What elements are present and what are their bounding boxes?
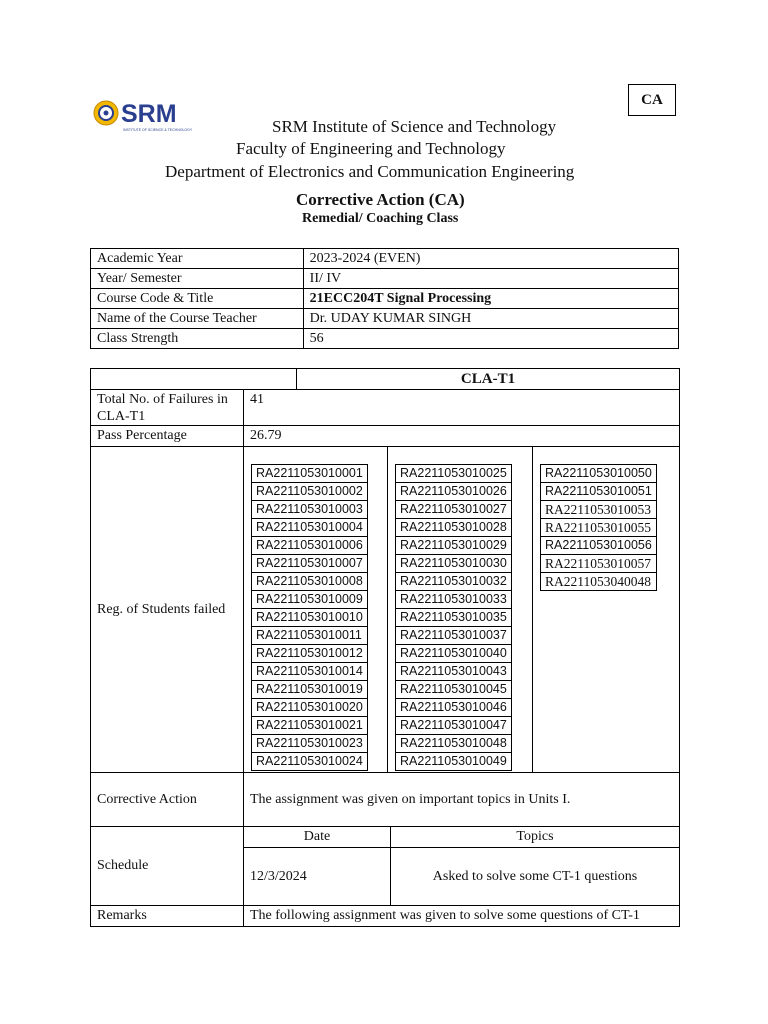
list-item: RA2211053010019 xyxy=(252,681,368,699)
list-item: RA2211053010024 xyxy=(252,753,368,771)
info-label: Name of the Course Teacher xyxy=(91,309,304,329)
list-item: RA2211053010027 xyxy=(396,501,512,519)
list-item: RA2211053010002 xyxy=(252,483,368,501)
list-item: RA2211053010012 xyxy=(252,645,368,663)
institute-name: SRM Institute of Science and Technology xyxy=(272,117,557,136)
list-item: RA2211053010014 xyxy=(252,663,368,681)
list-item: RA2211053010029 xyxy=(396,537,512,555)
list-item: RA2211053010025 xyxy=(396,465,512,483)
list-item: RA2211053010021 xyxy=(252,717,368,735)
info-label: Academic Year xyxy=(91,249,304,269)
logo-tagline: INSTITUTE OF SCIENCE & TECHNOLOGY xyxy=(123,128,192,132)
info-row-academic-year xyxy=(91,249,679,269)
student-list-2 xyxy=(395,464,512,771)
schedule-date-value: 12/3/2024 xyxy=(244,848,391,906)
info-value: II/ IV xyxy=(303,269,678,289)
info-value: Dr. UDAY KUMAR SINGH xyxy=(303,309,678,329)
pass-percentage-value: 26.79 xyxy=(244,426,680,447)
list-item: RA2211053010033 xyxy=(396,591,512,609)
failures-value: 41 xyxy=(244,390,680,426)
info-value: 56 xyxy=(303,329,678,349)
corrective-action-label: Corrective Action xyxy=(91,773,244,827)
list-item: RA2211053010003 xyxy=(252,501,368,519)
list-item: RA2211053010006 xyxy=(252,537,368,555)
pass-percentage-label: Pass Percentage xyxy=(91,426,244,447)
list-item: RA2211053010008 xyxy=(252,573,368,591)
list-item: RA2211053010057 xyxy=(541,555,657,573)
remarks-value: The following assignment was given to solve some questions of CT-1 xyxy=(244,906,680,927)
list-item: RA2211053010056 xyxy=(541,537,657,555)
schedule-date-header: Date xyxy=(244,827,391,848)
schedule-topics-header: Topics xyxy=(391,827,680,848)
student-column-3 xyxy=(533,447,679,772)
list-item: RA2211053010047 xyxy=(396,717,512,735)
list-item: RA2211053010001 xyxy=(252,465,368,483)
list-item: RA2211053010004 xyxy=(252,519,368,537)
info-row-class-strength xyxy=(91,329,679,349)
list-item: RA2211053010010 xyxy=(252,609,368,627)
list-item: RA2211053010037 xyxy=(396,627,512,645)
remarks-label: Remarks xyxy=(91,906,244,927)
schedule-topics-value: Asked to solve some CT-1 questions xyxy=(391,848,680,906)
cla-t1-table xyxy=(90,368,680,927)
list-item: RA2211053010050 xyxy=(541,465,657,483)
info-row-teacher xyxy=(91,309,679,329)
list-item: RA2211053010048 xyxy=(396,735,512,753)
list-item: RA2211053010020 xyxy=(252,699,368,717)
logo-wordmark: SRM xyxy=(121,100,177,128)
faculty-name: Faculty of Engineering and Technology xyxy=(236,139,506,158)
info-label: Year/ Semester xyxy=(91,269,304,289)
student-list-1 xyxy=(251,464,368,771)
list-item: RA2211053010049 xyxy=(396,753,512,771)
schedule-label: Schedule xyxy=(91,827,244,906)
list-item: RA2211053010011 xyxy=(252,627,368,645)
list-item: RA2211053010030 xyxy=(396,555,512,573)
course-info-table xyxy=(90,248,679,349)
student-column-1 xyxy=(244,447,388,772)
info-row-year-semester xyxy=(91,269,679,289)
info-label: Course Code & Title xyxy=(91,289,304,309)
list-item: RA2211053010053 xyxy=(541,501,657,519)
list-item: RA2211053010055 xyxy=(541,519,657,537)
form-subtitle: Remedial/ Coaching Class xyxy=(302,211,459,226)
students-failed-label: Reg. of Students failed xyxy=(91,447,244,773)
list-item: RA2211053010051 xyxy=(541,483,657,501)
info-row-course xyxy=(91,289,679,309)
department-name: Department of Electronics and Communication Engineering xyxy=(165,162,575,181)
student-list-3 xyxy=(540,464,657,591)
form-title: Corrective Action (CA) xyxy=(296,190,465,209)
list-item: RA2211053010028 xyxy=(396,519,512,537)
students-failed-cell xyxy=(244,447,680,773)
ca-badge: CA xyxy=(628,84,676,116)
list-item: RA2211053010009 xyxy=(252,591,368,609)
list-item: RA2211053010043 xyxy=(396,663,512,681)
srm-logo xyxy=(90,92,192,136)
list-item: RA2211053010026 xyxy=(396,483,512,501)
list-item: RA2211053010045 xyxy=(396,681,512,699)
list-item: RA2211053010032 xyxy=(396,573,512,591)
cla-heading: CLA-T1 xyxy=(297,369,680,390)
info-value: 2023-2024 (EVEN) xyxy=(303,249,678,269)
info-value: 21ECC204T Signal Processing xyxy=(303,289,678,309)
list-item: RA2211053010035 xyxy=(396,609,512,627)
list-item: RA2211053010046 xyxy=(396,699,512,717)
student-column-2 xyxy=(388,447,533,772)
list-item: RA2211053010040 xyxy=(396,645,512,663)
failures-label: Total No. of Failures in CLA-T1 xyxy=(91,390,244,426)
info-label: Class Strength xyxy=(91,329,304,349)
list-item: RA2211053010023 xyxy=(252,735,368,753)
list-item: RA2211053040048 xyxy=(541,573,657,591)
corrective-action-value: The assignment was given on important topics in Units I. xyxy=(244,773,680,827)
list-item: RA2211053010007 xyxy=(252,555,368,573)
